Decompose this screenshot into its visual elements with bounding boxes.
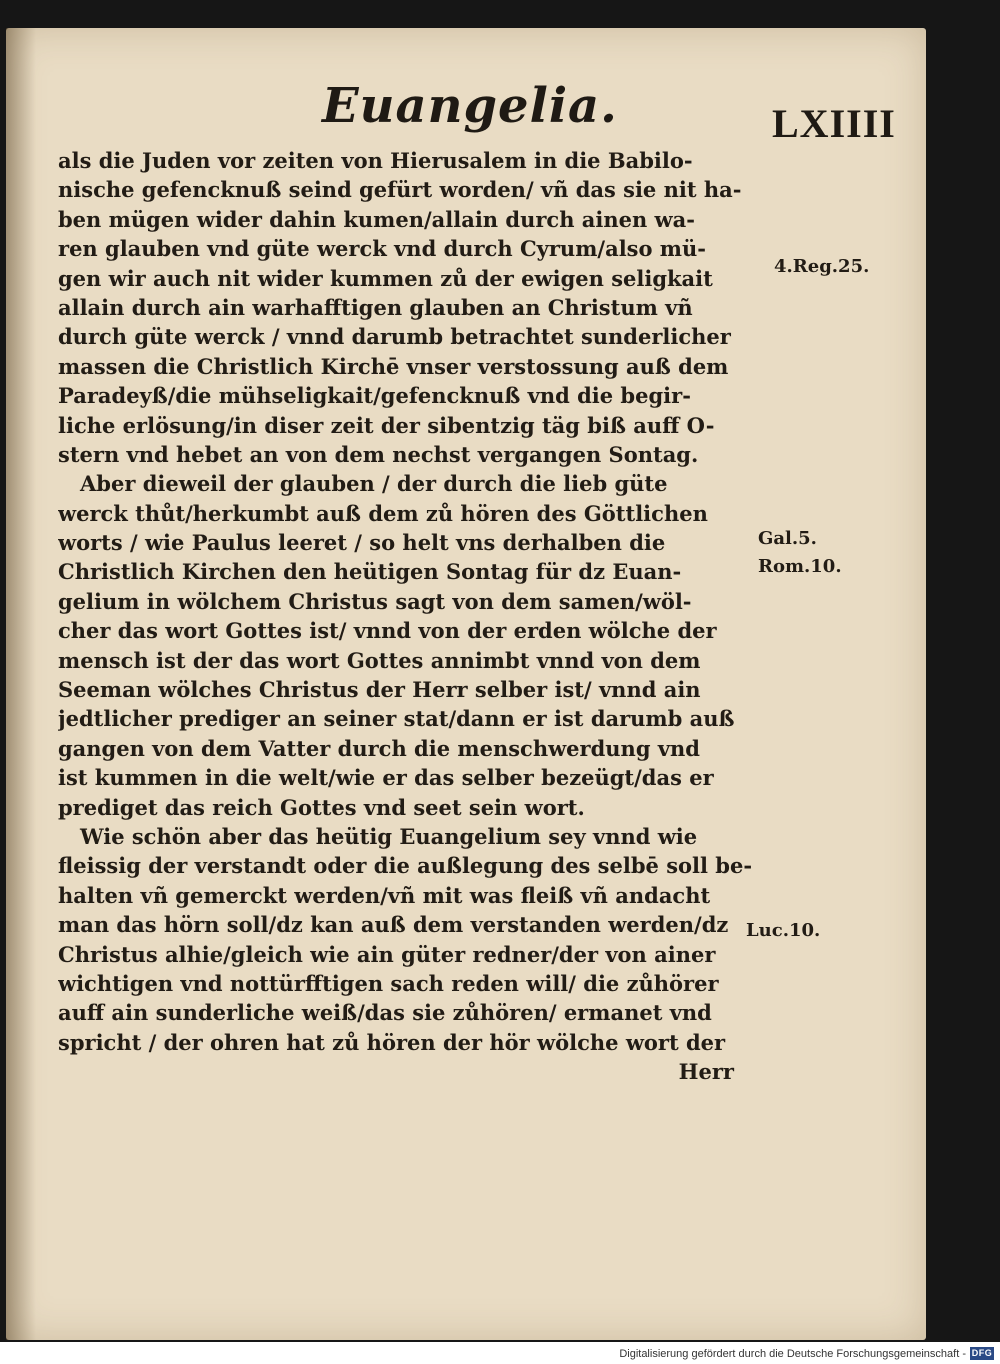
footer-bar [0,1342,1000,1364]
paragraph-start-line: Wie schön aber das heütig Euangelium sey vnnd wie [80,823,698,849]
dfg-logo: DFG [971,1348,993,1358]
text-line: gelium in wölchem Christus sagt von dem samen/wöl- [58,588,692,614]
text-line: wichtigen vnd nottürfftigen sach reden will/ die zůhörer [58,970,719,996]
text-line: liche erlösung/in diser zeit der sibentzig täg biß auff O- [58,412,715,438]
text-line: auff ain sunderliche weiß/das sie zůhören/ ermanet vnd [58,1000,712,1026]
text-line: werck thůt/herkumbt auß dem zů hören des Göttlichen [58,500,708,526]
text-line: Christus alhie/gleich wie ain güter redner/der von ainer [58,941,716,967]
text-line: nische gefencknuß seind gefürt worden/ vñ das sie nit ha- [58,177,742,203]
text-line: man das hörn soll/dz kan auß dem verstanden werden/dz [58,912,729,938]
margin-note-luc: Luc.10. [746,920,821,941]
body-text [58,146,770,1087]
funding-credit: Digitalisierung gefördert durch die Deutsche Forschungsgemeinschaft - [619,1348,966,1360]
text-line: Christlich Kirchen den heütigen Sontag für dz Euan- [58,559,682,585]
text-line: Paradeyß/die mühseligkait/gefencknuß vnd die begir- [58,383,691,409]
paragraph-start-line: Aber dieweil der glauben / der durch die lieb güte [80,471,668,497]
text-line: worts / wie Paulus leeret / so helt vns derhalben die [58,530,666,556]
margin-note-reg: 4.Reg.25. [774,256,870,277]
text-line: jedtlicher prediger an seiner stat/dann er ist darumb auß [58,706,735,732]
text-line: ist kummen in die welt/wie er das selber bezeügt/das er [58,765,714,791]
text-line: gangen von dem Vatter durch die menschwerdung vnd [58,735,700,761]
running-head: Euangelia. [322,78,618,134]
text-line: ben mügen wider dahin kumen/allain durch ainen wa- [58,206,695,232]
catchword: Herr [678,1059,734,1085]
text-line: fleissig der verstandt oder die außlegung des selbē soll be- [58,853,753,879]
text-line: als die Juden vor zeiten von Hierusalem in die Babilo- [58,148,693,173]
text-line: Seeman wölches Christus der Herr selber ist/ vnnd ain [58,677,701,703]
text-line: halten vñ gemerckt werden/vñ mit was fleiß vñ andacht [58,882,711,908]
text-line: prediget das reich Gottes vnd seet sein wort. [58,794,585,820]
text-line: stern vnd hebet an von dem nechst vergangen Sontag. [58,441,699,467]
text-line: cher das wort Gottes ist/ vnnd von der erden wölche der [58,618,717,644]
text-line: gen wir auch nit wider kummen zů der ewigen seligkait [58,265,713,291]
text-line: ren glauben vnd güte werck vnd durch Cyrum/also mü- [58,236,707,262]
text-line: mensch ist der das wort Gottes annimbt vnnd von dem [58,647,701,673]
text-line: allain durch ain warhafftigen glauben an Christum vñ [58,294,693,320]
margin-note-gal: Gal.5. [758,528,817,549]
margin-note-rom: Rom.10. [758,556,842,577]
text-line: durch güte werck / vnnd darumb betrachtet sunderlicher [58,324,731,350]
text-line: spricht / der ohren hat zů hören der hör wölche wort der [58,1029,726,1055]
text-line: massen die Christlich Kirchē vnser verstossung auß dem [58,353,729,379]
folio-number: LXIIII [772,101,896,146]
book-page [6,28,926,1340]
